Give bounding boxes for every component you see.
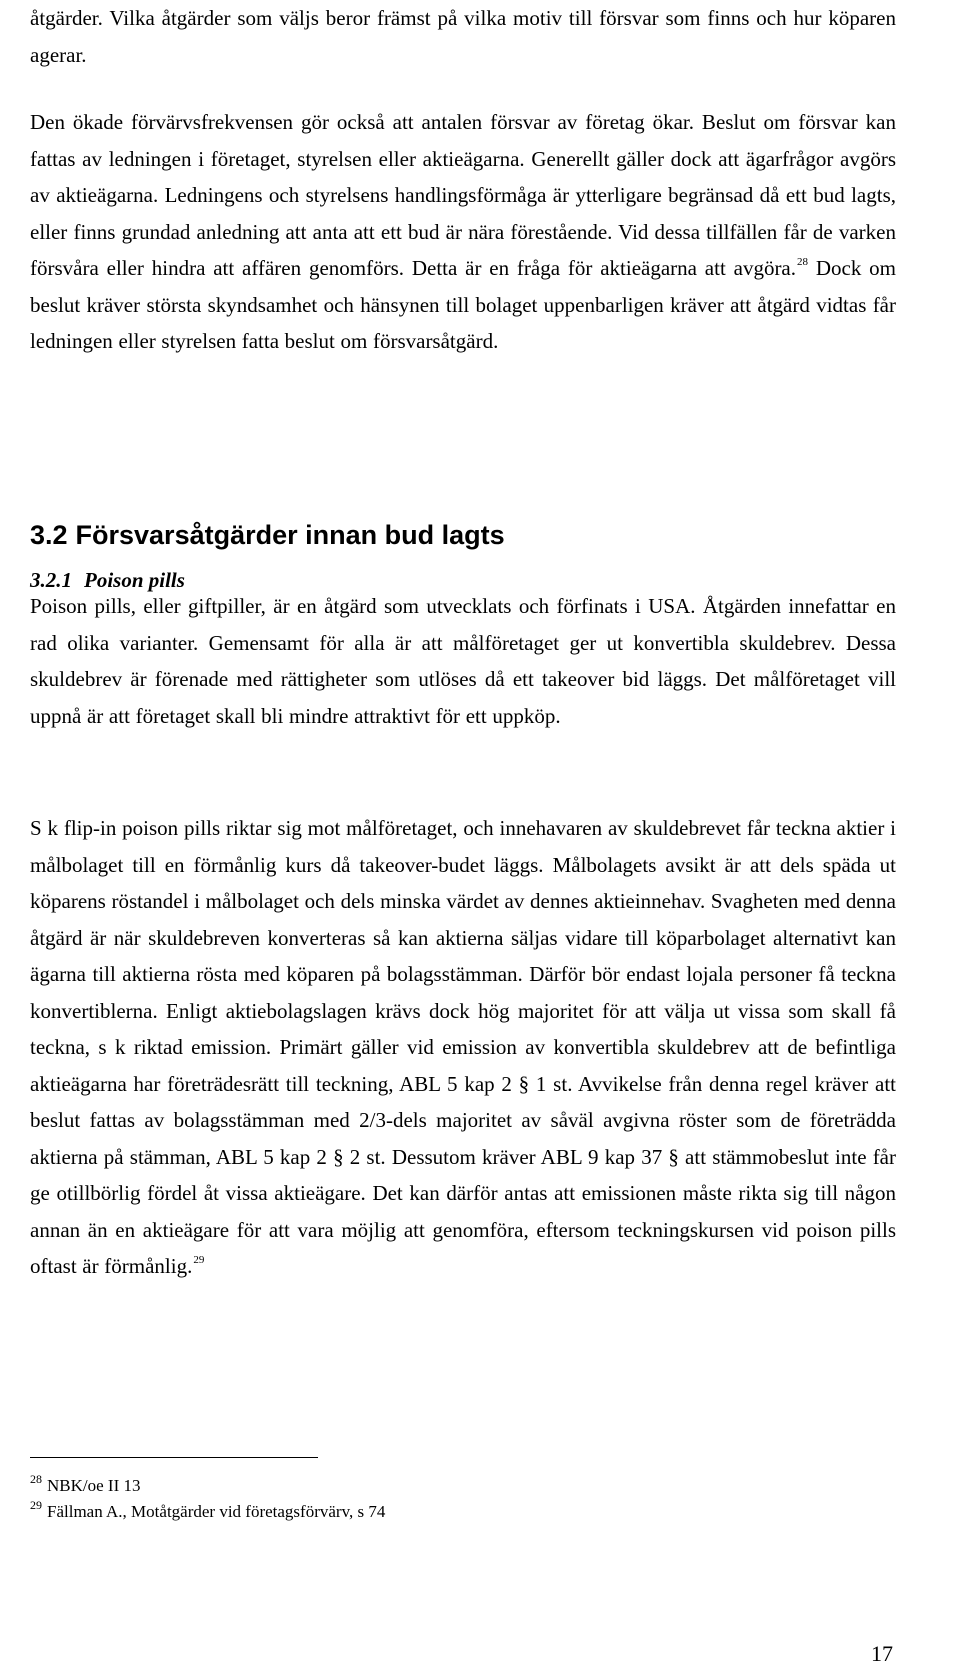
footnote-reference-28[interactable]: 28 [797, 256, 809, 268]
footnote-29 [30, 1500, 385, 1524]
subsection-number: 3.2.1 [30, 568, 72, 592]
section-title: Försvarsåtgärder innan bud lagts [75, 520, 505, 550]
paragraph-text: S k flip-in poison pills riktar sig mot målföretaget, och innehavaren av skuldebrevet får teckna aktier i målbolaget till en förmånlig kurs då takeover-budet läggs. Målbolagets avsikt är att dels späda ut köparens röstandel i målbolaget och dels minska värdet av dennes aktieinnehav. Svagheten med denna åtgärd är när skuldebreven konverteras så kan aktierna säljas vidare till köparbolaget alternativt kan ägarna till aktierna rösta med köparen på bolagsstämman. Därför bör endast lojala personer få teckna konvertiblerna. Enligt aktiebolagslagen krävs dock hög majoritet för att välja ut vissa som skall få teckna, s k riktad emission. Primärt gäller vid emission av konvertibla skuldebrev att de befintliga aktieägarna har företrädesrätt till teckning, ABL 5 kap 2 § 1 st. Avvikelse från denna regel kräver att beslut fattas av bolagsstämman med 2/3-dels majoritet av såväl avgivna röster som de företrädda aktierna på stämman, ABL 5 kap 2 § 2 st. Dessutom kräver ABL 9 kap 37 § att stämmobeslut inte får ge otillbörlig fördel åt vissa aktieägare. Det kan därför antas att emissionen måste rikta sig till någon annan än en aktieägare för att vara möjlig att genomföra, eftersom teckningskursen vid poison pills oftast är förmånlig. [30, 816, 896, 1278]
paragraph-text: Dock om beslut kräver största skyndsamhet och hänsynen till bolaget uppenbarligen kräver att åtgärd vidtas får ledningen eller styrelsen fatta beslut om försvarsåtgärd. [30, 256, 896, 353]
paragraph-poison-pills-intro [30, 588, 896, 734]
section-number: 3.2 [30, 520, 68, 550]
footnote-28 [30, 1474, 140, 1498]
paragraph-intro-continuation [30, 0, 896, 73]
page-number: 17 [871, 1641, 893, 1666]
paragraph-text: åtgärder. Vilka åtgärder som väljs beror främst på vilka motiv till försvar som finns och hur köparen agerar. [30, 6, 896, 67]
paragraph-text: Den ökade förvärvsfrekvensen gör också att antalen försvar av företag ökar. Beslut om försvar kan fattas av ledningen i företaget, styrelsen eller aktieägarna. Generellt gäller dock att ägarfrågor avgörs av aktieägarna. Ledningens och styrelsens handlingsförmåga är ytterligare begränsad då ett bud lagts, eller finns grundad anledning att anta att ett bud är nära förestående. Vid dessa tillfällen får de varken försvåra eller hindra att affären genomförs. Detta är en fråga för aktieägarna att avgöra. [30, 110, 896, 280]
footnote-text: NBK/oe II 13 [47, 1476, 141, 1495]
paragraph-flip-in-poison-pills [30, 810, 896, 1285]
footnote-reference-29[interactable]: 29 [193, 1254, 205, 1266]
section-heading [30, 519, 505, 551]
footnote-separator [30, 1457, 318, 1458]
footnote-number: 28 [30, 1472, 42, 1486]
paragraph-defense-decisions [30, 104, 896, 360]
subsection-title: Poison pills [84, 568, 185, 592]
paragraph-text: Poison pills, eller giftpiller, är en åtgärd som utvecklats och förfinats i USA. Åtgärden innefattar en rad olika varianter. Gemensamt för alla är att målföretaget ger ut konvertibla skuldebrev. Dessa skuldebrev är förenade med rättigheter som utlöses då ett takeover bid läggs. Det målföretaget vill uppnå är att företaget skall bli mindre attraktivt för ett uppköp. [30, 594, 896, 728]
footnote-number: 29 [30, 1498, 42, 1512]
footnote-text: Fällman A., Motåtgärder vid företagsförvärv, s 74 [47, 1502, 386, 1521]
